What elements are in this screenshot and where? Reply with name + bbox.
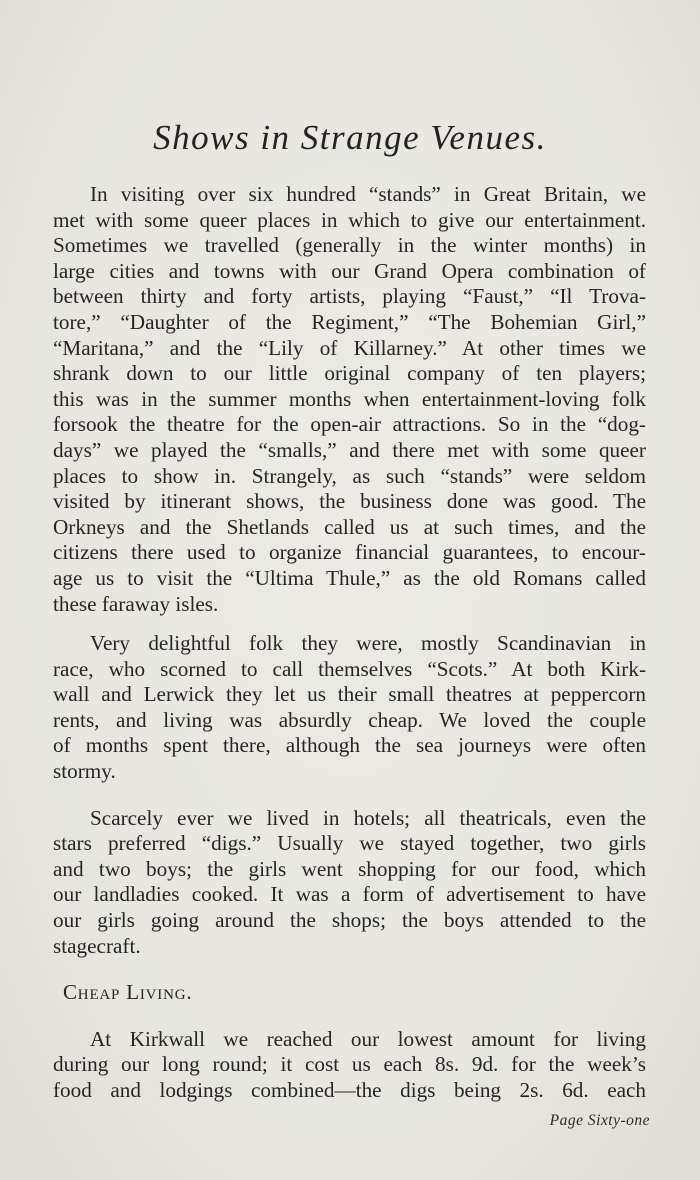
text-line: stagecraft.: [53, 933, 141, 958]
text-line: our landladies cooked. It was a form of advertisement to have: [53, 882, 646, 907]
text-line: shrank down to our little original company of ten players;: [53, 361, 646, 386]
paragraph-2: [53, 631, 646, 785]
text-line: “Maritana,” and the “Lily of Killarney.” At other times we: [53, 335, 646, 360]
text-line: Orkneys and the Shetlands called us at such times, and the: [53, 514, 646, 539]
text-line: stormy.: [53, 759, 116, 784]
text-line: between thirty and forty artists, playing “Faust,” “Il Trova-: [53, 284, 646, 309]
text-line: these faraway isles.: [53, 591, 219, 616]
text-line: age us to visit the “Ultima Thule,” as the old Romans called: [53, 565, 646, 590]
text-line: this was in the summer months when entertainment-loving folk: [53, 386, 646, 411]
paragraph-spacer: [53, 1006, 646, 1027]
paragraph-1: [53, 182, 646, 617]
paragraph-3: [53, 806, 646, 960]
text-line: race, who scorned to call themselves “Scots.” At both Kirk-: [53, 656, 646, 681]
text-line: Very delightful folk they were, mostly Scandinavian in: [90, 631, 646, 656]
text-line: tore,” “Daughter of the Regiment,” “The Bohemian Girl,”: [53, 309, 646, 334]
text-line: Sometimes we travelled (generally in the winter months) in: [53, 233, 646, 258]
text-line: places to show in. Strangely, as such “stands” were seldom: [53, 463, 646, 488]
text-line: large cities and towns with our Grand Opera combination of: [53, 258, 646, 283]
paragraph-4: [53, 1027, 646, 1104]
text-line: At Kirkwall we reached our lowest amount for living: [90, 1026, 646, 1051]
text-line: wall and Lerwick they let us their small theatres at peppercorn: [53, 682, 646, 707]
chapter-title: Shows in Strange Venues.: [153, 118, 547, 157]
paragraph-spacer: [53, 617, 646, 631]
text-line: citizens there used to organize financial guarantees, to encour-: [53, 540, 646, 565]
body-text: [53, 182, 646, 1104]
text-line: days” we played the “smalls,” and there met with some queer: [53, 437, 646, 462]
text-line: food and lodgings combined—the digs being 2s. 6d. each: [53, 1078, 646, 1102]
paragraph-spacer: [53, 959, 646, 980]
text-line: visited by itinerant shows, the business done was good. The: [53, 489, 646, 514]
text-line: In visiting over six hundred “stands” in Great Britain, we: [90, 182, 646, 206]
paragraph-spacer: [53, 785, 646, 806]
section-heading: Cheap Living.: [63, 980, 193, 1005]
text-line: forsook the theatre for the open-air attractions. So in the “dog-: [53, 412, 646, 437]
text-line: stars preferred “digs.” Usually we stayed together, two girls: [53, 831, 646, 856]
text-line: our girls going around the shops; the boys attended to the: [53, 908, 646, 933]
text-line: of months spent there, although the sea journeys were often: [53, 733, 646, 758]
text-line: and two boys; the girls went shopping for our food, which: [53, 856, 646, 881]
text-line: met with some queer places in which to give our entertainment.: [53, 207, 646, 232]
text-line: rents, and living was absurdly cheap. We loved the couple: [53, 707, 646, 732]
page-number: Page Sixty-one: [549, 1112, 650, 1129]
text-line: during our long round; it cost us each 8s. 9d. for the week’s: [53, 1052, 646, 1077]
text-line: Scarcely ever we lived in hotels; all theatricals, even the: [90, 805, 646, 830]
